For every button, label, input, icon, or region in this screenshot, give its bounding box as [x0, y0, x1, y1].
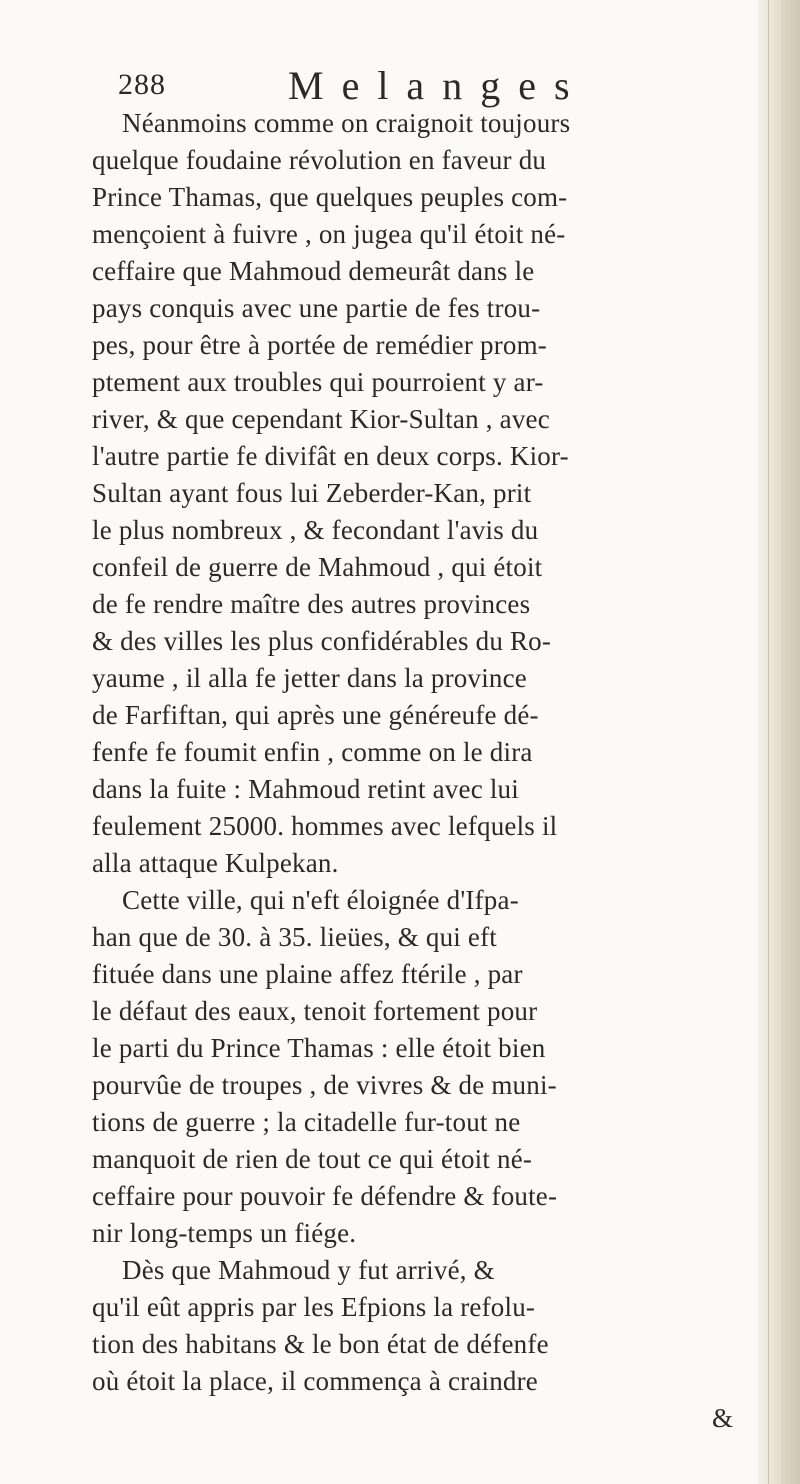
text-line: où étoit la place, il commença à craindre [92, 1366, 538, 1396]
running-head [118, 62, 738, 112]
text-line: feulement 25000. hommes avec lefquels il [92, 811, 558, 841]
text-line: Néanmoins comme on craignoit toujours [122, 108, 571, 138]
text-line: de Farfiftan, qui après une généreufe dé- [92, 700, 539, 730]
text-line: confeil de guerre de Mahmoud , qui étoit [92, 552, 543, 582]
text-line: river, & que cependant Kior-Sultan , avec [92, 404, 550, 434]
text-line: quelque foudaine révolution en faveur du [92, 145, 547, 175]
text-line: Dès que Mahmoud y fut arrivé, & [122, 1255, 495, 1285]
text-line: han que de 30. à 35. lieües, & qui eft [92, 922, 497, 952]
text-line: ceffaire pour pouvoir fe défendre & foute- [92, 1181, 558, 1211]
text-line: l'autre partie fe divifât en deux corps. Kior- [92, 441, 569, 471]
page-number: 288 [118, 68, 166, 101]
page-edge-shadow [758, 0, 800, 1484]
text-line: alla attaque Kulpekan. [92, 848, 339, 878]
text-line: Sultan ayant fous lui Zeberder-Kan, prit [92, 478, 532, 508]
text-line: yaume , il alla fe jetter dans la province [92, 663, 527, 693]
text-line: nir long-temps un fiége. [92, 1218, 357, 1248]
text-line: dans la fuite : Mahmoud retint avec lui [92, 774, 519, 804]
text-line: fenfe fe foumit enfin , comme on le dira [92, 737, 533, 767]
text-line: ptement aux troubles qui pourroient y ar- [92, 367, 544, 397]
text-line: Cette ville, qui n'eft éloignée d'Ifpa- [122, 885, 519, 915]
text-line: mençoient à fuivre , on jugea qu'il étoit né- [92, 219, 566, 249]
running-title: Melanges [288, 63, 588, 108]
text-line: manquoit de rien de tout ce qui étoit né- [92, 1144, 533, 1174]
catchword: & [712, 1403, 734, 1433]
text-line: de fe rendre maître des autres provinces [92, 589, 531, 619]
text-line: qu'il eût appris par les Efpions la refolu- [92, 1292, 536, 1322]
text-line: tions de guerre ; la citadelle fur-tout ne [92, 1107, 521, 1137]
text-line: pourvûe de troupes , de vivres & de muni- [92, 1070, 557, 1100]
text-line: Prince Thamas, que quelques peuples com- [92, 182, 568, 212]
text-line: pays conquis avec une partie de fes trou- [92, 293, 541, 323]
text-line: ceffaire que Mahmoud demeurât dans le [92, 256, 535, 286]
text-line: le parti du Prince Thamas : elle étoit bien [92, 1033, 546, 1063]
text-line: & des villes les plus confidérables du Ro- [92, 626, 552, 656]
text-line: pes, pour être à portée de remédier prom- [92, 330, 547, 360]
text-line: tion des habitans & le bon état de défenfe [92, 1329, 549, 1359]
text-line: fituée dans une plaine affez ftérile , par [92, 959, 523, 989]
text-line: le plus nombreux , & fecondant l'avis du [92, 515, 539, 545]
text-line: le défaut des eaux, tenoit fortement pour [92, 996, 538, 1026]
